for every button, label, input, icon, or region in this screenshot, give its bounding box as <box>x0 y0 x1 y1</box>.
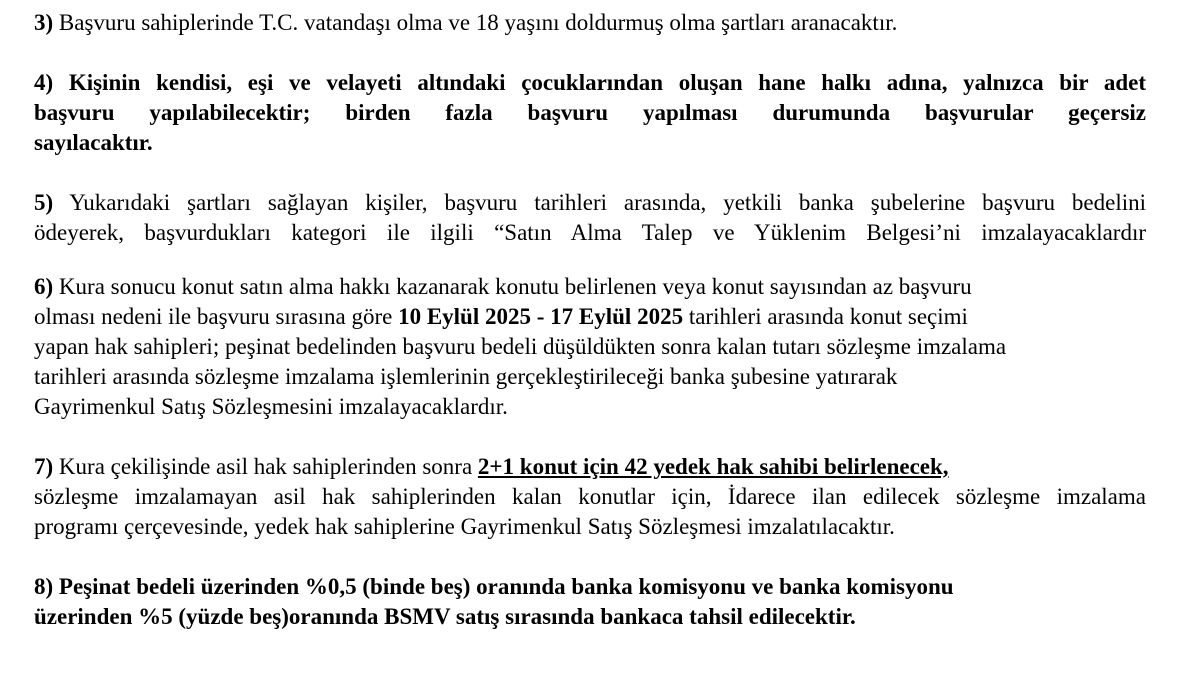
paragraph-text-segment: Kura çekilişinde asil hak sahiplerinden sonra <box>58 454 478 479</box>
paragraph-text-line: başvuru yapılabilecektir; birden fazla başvuru yapılması durumunda başvurular geçersiz <box>34 100 1146 125</box>
paragraph-text-line: tarihleri arasında sözleşme imzalama işlemlerinin gerçekleştirileceği banka şubesine yatırarak <box>34 364 898 389</box>
paragraph-number: 5) <box>34 190 54 215</box>
paragraph-text-line: Kura sonucu konut satın alma hakkı kazanarak konutu belirlenen veya konut sayısından az başvuru <box>58 274 972 299</box>
document-page <box>34 8 1146 632</box>
paragraph-text-line: Yukarıdaki şartları sağlayan kişiler, başvuru tarihleri arasında, yetkili banka şubelerine başvuru bedelini <box>69 190 1147 215</box>
paragraph-text: Başvuru sahiplerinde T.C. vatandaşı olma ve 18 yaşını doldurmuş olma şartları aranacaktır. <box>58 10 898 35</box>
paragraph-6 <box>34 272 1146 422</box>
date-range: 10 Eylül 2025 - 17 Eylül 2025 <box>398 304 684 329</box>
paragraph-7 <box>34 452 1146 542</box>
paragraph-text-segment: olması nedeni ile başvuru sırasına göre <box>34 304 399 329</box>
paragraph-text-line: Kişinin kendisi, eşi ve velayeti altındaki çocuklarından oluşan hane halkı adına, yalnızca bir adet <box>68 70 1147 95</box>
paragraph-text-line: sayılacaktır. <box>34 130 153 155</box>
paragraph-8 <box>34 572 1146 632</box>
paragraph-5 <box>34 188 1146 248</box>
paragraph-text-line: Peşinat bedeli üzerinden %0,5 (binde beş) oranında banka komisyonu ve banka komisyonu <box>58 574 954 599</box>
emphasized-text: 2+1 konut için 42 yedek hak sahibi belirlenecek, <box>477 454 949 479</box>
paragraph-number: 3) <box>34 10 54 35</box>
paragraph-text-line: programı çerçevesinde, yedek hak sahiplerine Gayrimenkul Satış Sözleşmesi imzalatılacaktır. <box>34 514 895 539</box>
paragraph-text-line: yapan hak sahipleri; peşinat bedelinden başvuru bedeli düşüldükten sonra kalan tutarı sözleşme imzalama <box>34 334 1007 359</box>
paragraph-text-line: üzerinden %5 (yüzde beş)oranında BSMV satış sırasında bankaca tahsil edilecektir. <box>34 604 856 629</box>
paragraph-number: 7) <box>34 454 54 479</box>
paragraph-text-line: Gayrimenkul Satış Sözleşmesini imzalayacaklardır. <box>34 394 508 419</box>
paragraph-3 <box>34 8 1146 38</box>
paragraph-number: 8) <box>34 574 54 599</box>
paragraph-text-line: ödeyerek, başvurdukları kategori ile ilgili “Satın Alma Talep ve Yüklenim Belgesi’ni imzalayacaklardır <box>34 220 1146 245</box>
paragraph-number: 4) <box>34 70 54 95</box>
paragraph-text-line: sözleşme imzalamayan asil hak sahiplerinden kalan konutlar için, İdarece ilan edilecek sözleşme imzalama <box>34 484 1146 509</box>
paragraph-text-segment: tarihleri arasında konut seçimi <box>683 304 968 329</box>
paragraph-number: 6) <box>34 274 54 299</box>
paragraph-4 <box>34 68 1146 158</box>
